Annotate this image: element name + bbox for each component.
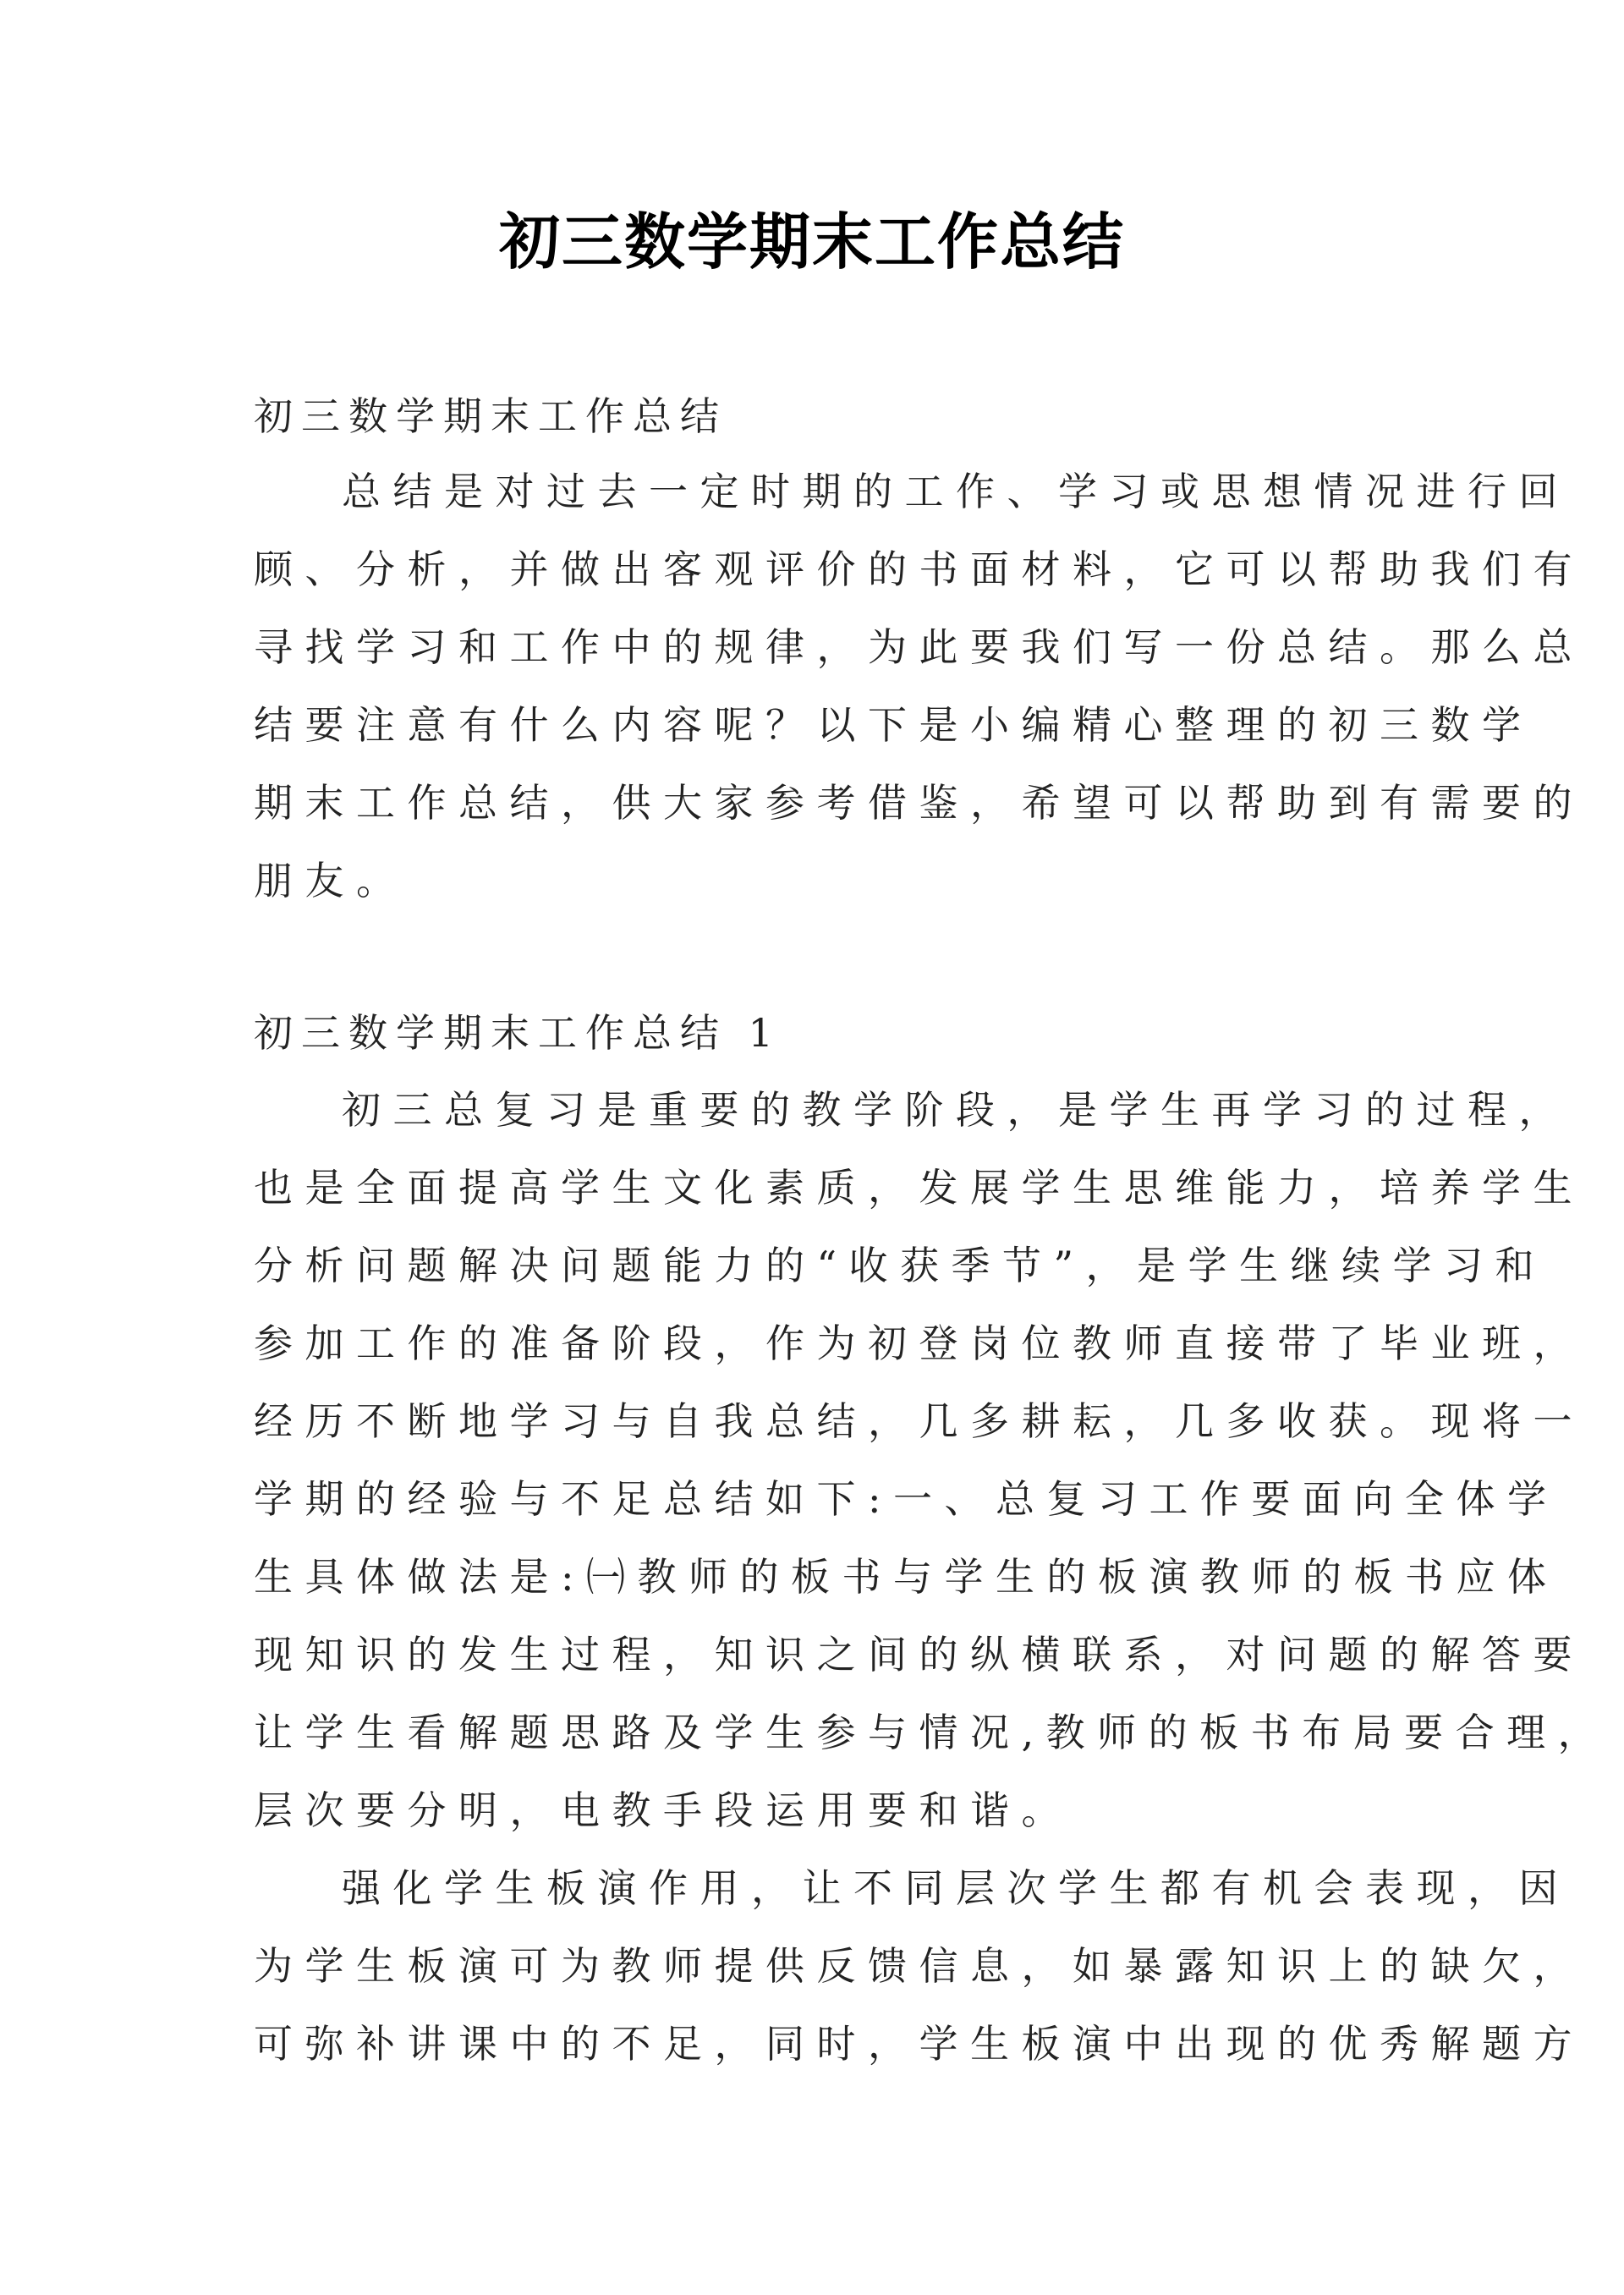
paragraph-line: 顾、分析，并做出客观评价的书面材料，它可以帮助我们有 xyxy=(254,546,1584,592)
paragraph-line: 总结是对过去一定时期的工作、学习或思想情况进行回 xyxy=(342,469,1570,514)
paragraph-line: 强化学生板演作用，让不同层次学生都有机会表现，因 xyxy=(342,1865,1570,1911)
paragraph-line: 现知识的发生过程，知识之间的纵横联系，对问题的解答要 xyxy=(254,1632,1584,1677)
paragraph-line: 参加工作的准备阶段，作为初登岗位教师直接带了毕业班， xyxy=(254,1320,1584,1366)
paragraph-line: 层次要分明，电教手段运用要和谐。 xyxy=(254,1787,1073,1833)
paragraph-line: 为学生板演可为教师提供反馈信息，如暴露知识上的缺欠， xyxy=(254,1943,1584,1989)
paragraph-line: 期末工作总结，供大家参考借鉴，希望可以帮助到有需要的 xyxy=(254,780,1584,826)
paragraph-line: 也是全面提高学生文化素质，发展学生思维能力，培养学生 xyxy=(254,1165,1584,1211)
paragraph-line: 初三总复习是重要的教学阶段，是学生再学习的过程， xyxy=(342,1087,1570,1133)
paragraph-line: 可弥补讲课中的不足，同时，学生板演中出现的优秀解题方 xyxy=(254,2021,1584,2067)
paragraph-line: 寻找学习和工作中的规律，为此要我们写一份总结。那么总 xyxy=(254,624,1584,670)
paragraph-line: 结要注意有什么内容呢？以下是小编精心整理的初三数学 xyxy=(254,702,1533,748)
paragraph-line: 朋友。 xyxy=(254,858,408,903)
paragraph-line: 让学生看解题思路及学生参与情况,教师的板书布局要合理， xyxy=(254,1710,1610,1755)
section-heading: 初三数学期末工作总结 1 xyxy=(254,1010,782,1056)
paragraph-line: 学期的经验与不足总结如下:一、总复习工作要面向全体学 xyxy=(254,1476,1559,1522)
paragraph-line: 经历不断地学习与自我总结，几多耕耘，几多收获。现将一 xyxy=(254,1398,1584,1444)
section-heading: 初三数学期末工作总结 xyxy=(254,393,727,439)
paragraph-line: 生具体做法是:㈠教师的板书与学生的板演教师的板书应体 xyxy=(254,1554,1559,1600)
paragraph-line: 分析问题解决问题能力的“收获季节”，是学生继续学习和 xyxy=(254,1243,1547,1288)
document-title: 初三数学期末工作总结 xyxy=(498,206,1125,277)
